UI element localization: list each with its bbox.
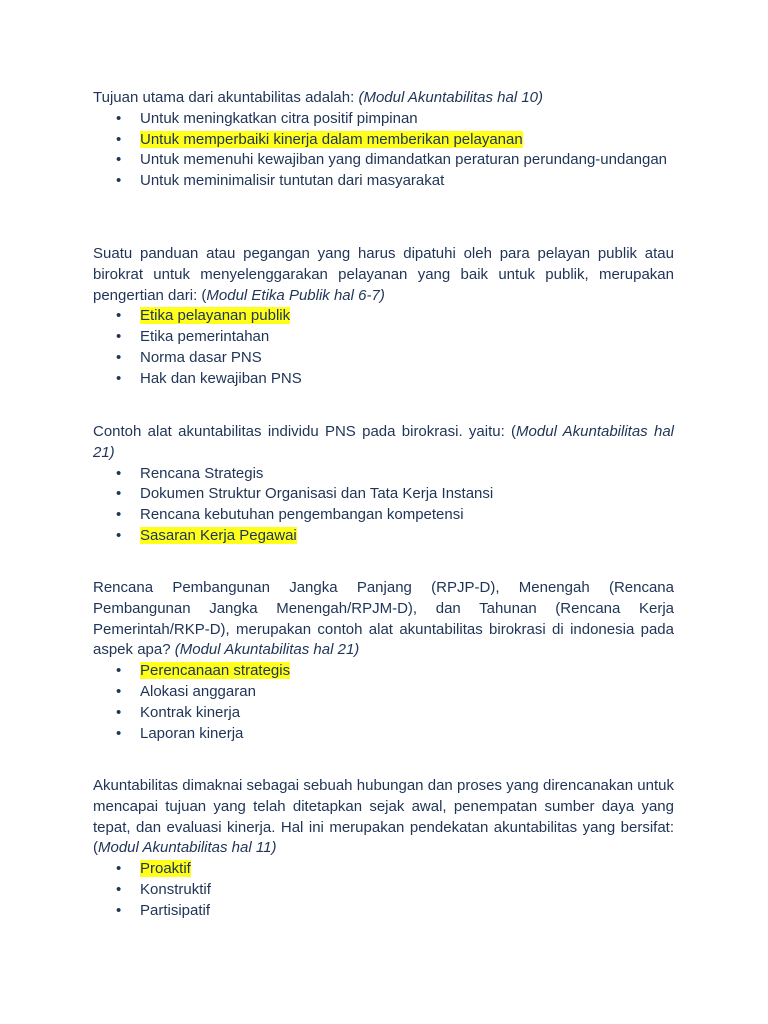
answer-option: • Rencana Strategis bbox=[93, 464, 674, 485]
answer-option-highlighted: • Untuk memperbaiki kinerja dalam memberikan pelayanan bbox=[93, 130, 674, 151]
question-block-5 bbox=[93, 776, 674, 922]
answer-options bbox=[93, 661, 674, 744]
question-block-3 bbox=[93, 422, 674, 547]
module-reference: Modul Akuntabilitas hal 21) bbox=[93, 423, 674, 461]
answer-option: • Dokumen Struktur Organisasi dan Tata Kerja Instansi bbox=[93, 484, 674, 505]
answer-option: • Untuk meminimalisir tuntutan dari masyarakat bbox=[93, 171, 674, 192]
module-reference: (Modul Akuntabilitas hal 21) bbox=[174, 641, 360, 659]
question-text: Suatu panduan atau pegangan yang harus dipatuhi oleh para pelayan publik atau birokrat untuk menyelenggarakan pelayanan yang baik untuk publik, merupakan pengertian dari: (Modul Etika Publik hal 6-7) bbox=[93, 245, 674, 304]
answer-options bbox=[93, 109, 674, 192]
answer-option: • Partisipatif bbox=[93, 901, 674, 922]
module-reference: Modul Akuntabilitas hal 11) bbox=[98, 839, 277, 857]
question-text: Contoh alat akuntabilitas individu PNS pada birokrasi. yaitu: (Modul Akuntabilitas hal 21) bbox=[93, 423, 674, 461]
question-block-1 bbox=[93, 88, 674, 192]
answer-option: • Untuk meningkatkan citra positif pimpinan bbox=[93, 109, 674, 130]
answer-option: • Etika pemerintahan bbox=[93, 327, 674, 348]
question-text: Akuntabilitas dimaknai sebagai sebuah hubungan dan proses yang direncanakan untuk mencapai tujuan yang telah ditetapkan sejak awal, penempatan sumber daya yang tepat, dan evaluasi kinerja. Hal ini merupakan pendekatan akuntabilitas yang bersifat: (Modul Akuntabilitas hal 11) bbox=[93, 777, 674, 857]
answer-option: • Laporan kinerja bbox=[93, 724, 674, 745]
answer-options bbox=[93, 464, 674, 547]
question-block-4 bbox=[93, 578, 674, 744]
module-reference: Modul Etika Publik hal 6-7) bbox=[206, 286, 385, 304]
answer-option: • Alokasi anggaran bbox=[93, 682, 674, 703]
answer-option: • Untuk memenuhi kewajiban yang dimandatkan peraturan perundang-undangan bbox=[93, 150, 674, 171]
answer-option-highlighted: • Sasaran Kerja Pegawai bbox=[93, 526, 674, 547]
answer-option-highlighted: • Perencanaan strategis bbox=[93, 661, 674, 682]
module-reference: (Modul Akuntabilitas hal 10) bbox=[358, 89, 543, 106]
answer-option-highlighted: • Proaktif bbox=[93, 859, 674, 880]
question-block-2 bbox=[93, 244, 674, 390]
question-text: Tujuan utama dari akuntabilitas adalah: (Modul Akuntabilitas hal 10) bbox=[93, 89, 543, 106]
answer-option: • Kontrak kinerja bbox=[93, 703, 674, 724]
question-text: Rencana Pembangunan Jangka Panjang (RPJP-D), Menengah (Rencana Pembangunan Jangka Menengah/RPJM-D), dan Tahunan (Rencana Kerja Pemerintah/RKP-D), merupakan contoh alat akuntabilitas birokrasi di indonesia pada aspek apa? (Modul Akuntabilitas hal 21) bbox=[93, 579, 674, 659]
answer-option: • Rencana kebutuhan pengembangan kompetensi bbox=[93, 505, 674, 526]
answer-options bbox=[93, 306, 674, 389]
answer-option: • Norma dasar PNS bbox=[93, 348, 674, 369]
answer-options bbox=[93, 859, 674, 921]
answer-option: • Konstruktif bbox=[93, 880, 674, 901]
answer-option-highlighted: • Etika pelayanan publik bbox=[93, 306, 674, 327]
answer-option: • Hak dan kewajiban PNS bbox=[93, 369, 674, 390]
